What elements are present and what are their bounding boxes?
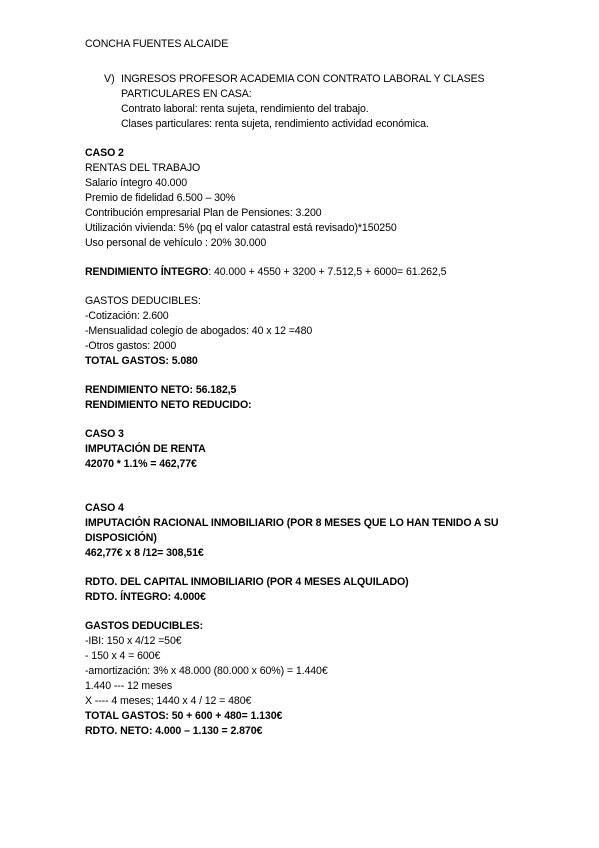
- author-name: CONCHA FUENTES ALCAIDE: [85, 38, 229, 50]
- caso3-heading: CASO 3: [85, 428, 124, 440]
- caso4-gasto-1: -IBI: 150 x 4/12 =50€: [85, 635, 182, 647]
- caso4-imputacion-calc: 462,77€ x 8 /12= 308,51€: [85, 547, 204, 559]
- caso2-gastos-heading: GASTOS DEDUCIBLES:: [85, 295, 201, 307]
- caso4-rdto-integro: RDTO. ÍNTEGRO: 4.000€: [85, 591, 206, 603]
- caso4-gasto-3: -amortización: 3% x 48.000 (80.000 x 60%) = 1.440€: [85, 665, 328, 677]
- caso2-line-1: Salario íntegro 40.000: [85, 177, 188, 189]
- caso2-rendimiento-neto: RENDIMIENTO NETO: 56.182,5: [85, 384, 237, 396]
- caso2-line-2: Premio de fidelidad 6.500 – 30%: [85, 192, 236, 204]
- caso4-gasto-4: 1.440 --- 12 meses: [85, 680, 173, 692]
- caso4-imputacion-2: DISPOSICIÓN): [85, 532, 157, 544]
- caso2-line-5: Uso personal de vehículo : 20% 30.000: [85, 237, 267, 249]
- caso2-rendimiento-integro: [85, 265, 446, 280]
- caso2-gasto-2: -Mensualidad colegio de abogados: 40 x 12 =480: [85, 325, 313, 337]
- caso4-gastos-heading: GASTOS DEDUCIBLES:: [85, 620, 204, 632]
- caso4-rdto-capital: RDTO. DEL CAPITAL INMOBILIARIO (POR 4 MESES ALQUILADO): [85, 576, 409, 588]
- rendimiento-integro-value: : 40.000 + 4550 + 3200 + 7.512,5 + 6000= 61.262,5: [208, 266, 447, 278]
- caso4-heading: CASO 4: [85, 502, 124, 514]
- caso2-gasto-3: -Otros gastos: 2000: [85, 340, 177, 352]
- rendimiento-integro-label: RENDIMIENTO ÍNTEGRO: [85, 266, 209, 278]
- caso2-gasto-1: -Cotización: 2.600: [85, 310, 169, 322]
- caso2-total-gastos: TOTAL GASTOS: 5.080: [85, 355, 198, 367]
- caso4-rdto-neto: RDTO. NETO: 4.000 – 1.130 = 2.870€: [85, 725, 263, 737]
- caso2-subheading: RENTAS DEL TRABAJO: [85, 162, 201, 174]
- caso2-heading: CASO 2: [85, 147, 124, 159]
- caso2-line-3: Contribución empresarial Plan de Pensiones: 3.200: [85, 207, 322, 219]
- section-v-item-1: Contrato laboral: renta sujeta, rendimiento del trabajo.: [121, 103, 369, 115]
- section-v-item-2: Clases particulares: renta sujeta, rendimiento actividad económica.: [121, 118, 429, 130]
- caso2-rendimiento-neto-reducido: RENDIMIENTO NETO REDUCIDO:: [85, 399, 252, 411]
- caso3-calc: 42070 * 1.1% = 462,77€: [85, 458, 197, 470]
- caso4-total-gastos: TOTAL GASTOS: 50 + 600 + 480= 1.130€: [85, 710, 283, 722]
- caso4-imputacion-1: IMPUTACIÓN RACIONAL INMOBILIARIO (POR 8 MESES QUE LO HAN TENIDO A SU: [85, 517, 499, 529]
- caso4-gasto-2: - 150 x 4 = 600€: [85, 650, 161, 662]
- section-v-marker: V): [104, 73, 115, 85]
- caso2-line-4: Utilización vivienda: 5% (pq el valor catastral está revisado)*150250: [85, 222, 397, 234]
- section-v-title-1: INGRESOS PROFESOR ACADEMIA CON CONTRATO LABORAL Y CLASES: [121, 73, 485, 85]
- caso4-gasto-5: X ---- 4 meses; 1440 x 4 / 12 = 480€: [85, 695, 252, 707]
- caso3-subheading: IMPUTACIÓN DE RENTA: [85, 443, 206, 455]
- section-v-title-2: PARTICULARES EN CASA:: [121, 88, 252, 100]
